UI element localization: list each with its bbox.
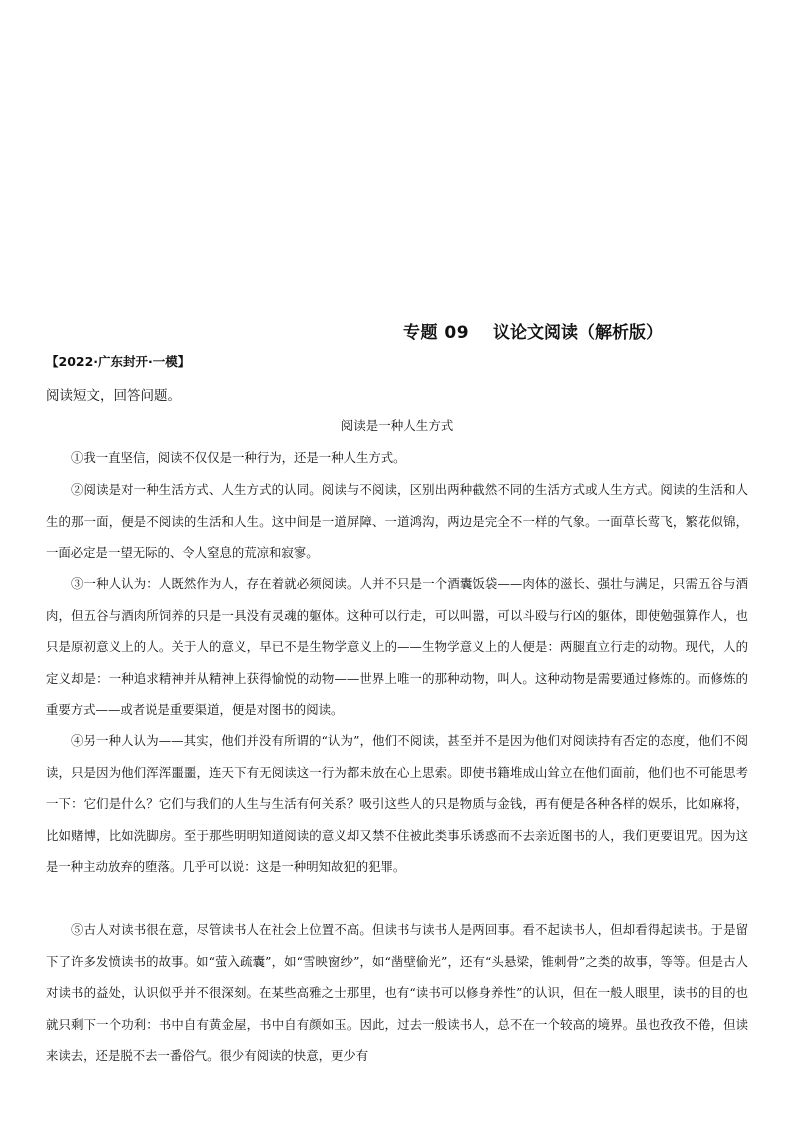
article-paragraph-4: ④另一种人认为——其实，他们并没有所谓的“认为”，他们不阅读，甚至并不是因为他们对阅读持有否定的态度，他们不阅读，只是因为他们浑浑噩噩，连天下有无阅读这一行为都未放在心上思索。即使书籍堆成山耸立在他们面前，他们也不可能思考一下：它们是什么？它们与我们的人生与生活有何关系？吸引这些人的只是物质与金钱，再有便是各种各样的娱乐，比如麻将，比如赌博，比如洗脚房。至于那些明明知道阅读的意义却又禁不住被此类事乐诱惑而不去亲近图书的人，我们更要诅咒。因为这是一种主动放弃的堕落。几乎可以说：这是一种明知故犯的犯罪。 bbox=[46, 733, 748, 874]
article-paragraph-2: ②阅读是对一种生活方式、人生方式的认同。阅读与不阅读，区别出两种截然不同的生活方式或人生方式。阅读的生活和人生的那一面，便是不阅读的生活和人生。这中间是一道屏障、一道鸿沟，两边是完全不一样的气象。一面草长莺飞，繁花似锦，一面必定是一望无际的、令人窒息的荒凉和寂寥。 bbox=[46, 482, 748, 560]
article-paragraph-3: ③一种人认为：人既然作为人，存在着就必须阅读。人并不只是一个酒囊饭袋——肉体的滋长、强壮与满足，只需五谷与酒肉，但五谷与酒肉所饲养的只是一具没有灵魂的躯体。这种可以行走，可以叫嚣，可以斗殴与行凶的躯体，即使勉强算作人，也只是原初意义上的人。关于人的意义，早已不是生物学意义上的——生物学意义上的人便是：两腿直立行走的动物。现代，人的定义却是：一种追求精神并从精神上获得愉悦的动物——世界上唯一的那种动物，叫人。这种动物是需要通过修炼的。而修炼的重要方式——或者说是重要渠道，便是对图书的阅读。 bbox=[46, 576, 748, 717]
article-paragraph-5: ⑤古人对读书很在意，尽管读书人在社会上位置不高。但读书与读书人是两回事。看不起读书人，但却看得起读书。于是留下了许多发愤读书的故事。如“萤入疏囊”，如“雪映窗纱”，如“凿壁偷光”，还有“头悬梁，锥刺骨”之类的故事，等等。但是古人对读书的益处，认识似乎并不很深刻。在某些高雅之士那里，也有“读书可以修身养性”的认识，但在一般人眼里，读书的目的也就只剩下一个功利：书中自有黄金屋，书中自有颜如玉。因此，过去一般读书人，总不在一个较高的境界。虽也孜孜不倦，但读来读去，还是脱不去一番俗气。很少有阅读的快意，更少有 bbox=[46, 922, 748, 1063]
topic-title: 议论文阅读（解析版） bbox=[493, 323, 663, 343]
question-instruction: 阅读短文，回答问题。 bbox=[46, 388, 181, 404]
document-title bbox=[0, 318, 794, 346]
topic-number: 专题 09 bbox=[403, 323, 470, 343]
exam-source-label: 【2022·广东封开·一模】 bbox=[46, 354, 191, 369]
article-title: 阅读是一种人生方式 bbox=[340, 418, 454, 433]
article-paragraph-1: ①我一直坚信，阅读不仅仅是一种行为，还是一种人生方式。 bbox=[71, 450, 406, 465]
